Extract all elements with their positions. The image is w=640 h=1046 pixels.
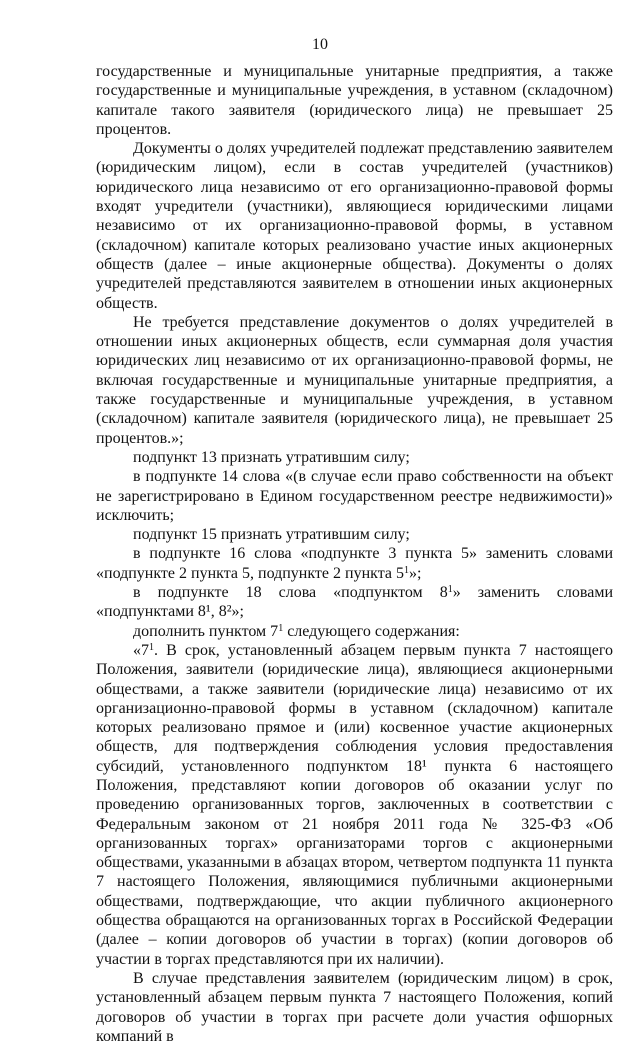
paragraph-continuation: государственные и муниципальные унитарные предприятия, а также государственные и муниципальные учреждения, в уставном (складочном) капитале такого заявителя (юридического лица) не превышает 25 процентов.: [96, 63, 613, 138]
paragraph-text: дополнить пунктом 7: [133, 622, 279, 640]
paragraph-text: в подпункте 16 слова «подпункте 3 пункта 5» заменить словами «подпункте 2 пункта 5, подпункте 2 пункта 5: [96, 545, 613, 582]
superscript: 1: [404, 564, 409, 576]
paragraph-tail: . В срок, установленный абзацем первым пункта 7 настоящего Положения, заявители (юридические лица), являющиеся акционерными обществами, а также заявители (юридические лица) независимо от их организационно-правовой формы в уставном (складочном) капитале которых реализовано прямое и (или) косвенное участие акционерных обществ, для подтверждения соблюдения условия предоставления субсидий, установленного подпунктом 18¹ пункта 6 настоящего Положения, представляют копии договоров об оказании услуг по проведению организованных торгов, заключенных в соответствии с Федеральным законом от 21 ноября 2011 года № 325-ФЗ «Об организованных торгах» организаторами торгов с акционерными обществами, указанными в абзацах втором, четвертом подпункта 11 пункта 7 настоящего Положения, являющимися публичными акционерными обществами, подтверждающие, что акции публичного акционерного общества обращаются на организованных торгах в Российской Федерации (далее – копии договоров об участии в торгах) (копии договоров об участии в торгах представляются при их наличии).: [96, 641, 613, 968]
paragraph-tail: »;: [409, 564, 422, 582]
paragraph-tail: » заменить словами «подпунктами 8¹, 8²»;: [96, 584, 614, 621]
paragraph-text: в подпункте 18 слова «подпунктом 8: [133, 584, 448, 602]
paragraph-tail: следующего содержания:: [283, 622, 460, 640]
superscript: 1: [149, 641, 154, 653]
superscript: 1: [278, 622, 284, 634]
superscript: 1: [447, 584, 453, 596]
paragraph-subpoint-14: в подпункте 14 слова «(в случае если право собственности на объект не зарегистрировано в Едином государственном реестре недвижимости)» исключить;: [96, 468, 613, 524]
paragraph-in-case: В случае представления заявителем (юридическим лицом) в срок, установленный абзацем первым пункта 7 настоящего Положения, копий договоров об участии в торгах при расчете доли участия офшорных компаний в: [96, 969, 613, 1045]
paragraph-subpoint-16: [96, 544, 613, 583]
paragraph-founders-shares: Документы о долях учредителей подлежат представлению заявителем (юридическим лицом), если в состав учредителей (участников) юридического лица независимо от его организационно-правовой формы входят учредители (участники), являющиеся юридическими лицами независимо от их организационно-правовой формы, в уставном (складочном) капитале которых реализовано участие иных акционерных обществ (далее – иные акционерные общества). Документы о долях учредителей представляются заявителем в отношении иных акционерных обществ.: [96, 140, 613, 312]
paragraph-subpoint-15: подпункт 15 признать утратившим силу;: [133, 526, 410, 544]
document-body: [96, 62, 613, 1046]
paragraph-add-point-7-1: [96, 622, 613, 641]
paragraph-not-required: Не требуется представление документов о долях учредителей в отношении иных акционерных обществ, если суммарная доля участия юридических лиц независимо от их организационно-правовой формы, не включая государственные и муниципальные унитарные предприятия, а также государственные и муниципальные учреждения, в уставном (складочном) капитале заявителя (юридического лица), не превышает 25 процентов.»;: [96, 313, 613, 447]
paragraph-subpoint-18: [96, 583, 613, 622]
paragraph-point-7-1: [96, 641, 613, 969]
paragraph-text: «7: [133, 641, 149, 659]
paragraph-subpoint-13: подпункт 13 признать утратившим силу;: [133, 448, 410, 466]
page-number: 10: [312, 36, 328, 53]
